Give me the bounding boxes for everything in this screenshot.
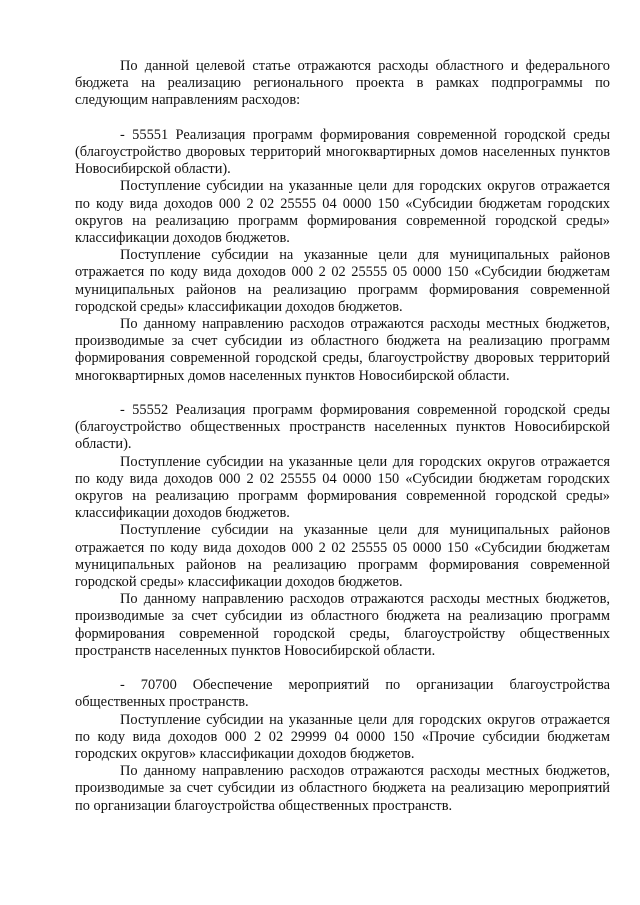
intro-paragraph: По данной целевой статье отражаются расходы областного и федерального бюджета на реализацию регионального проекта в рамках подпрограммы по следующим направлениям расходов: xyxy=(75,58,610,109)
section-55552-paragraph-2: Поступление субсидии на указанные цели для муниципальных районов отражается по коду вида доходов 000 2 02 25555 05 0000 150 «Субсидии бюджетам муниципальных районов на реализацию программ формирования современной городской среды» классификации доходов бюджетов. xyxy=(75,522,610,591)
spacer xyxy=(75,660,610,677)
document-page xyxy=(75,58,610,815)
section-55551-paragraph-2: Поступление субсидии на указанные цели для муниципальных районов отражается по коду вида доходов 000 2 02 25555 05 0000 150 «Субсидии бюджетам муниципальных районов на реализацию программ формирования современной городской среды» классификации доходов бюджетов. xyxy=(75,247,610,315)
section-70700-paragraph-2: По данному направлению расходов отражаются расходы местных бюджетов, производимые за счет субсидии из областного бюджета на реализацию мероприятий по организации благоустройства общественных пространств. xyxy=(75,763,610,814)
spacer xyxy=(75,385,610,402)
section-70700-paragraph-1: Поступление субсидии на указанные цели для городских округов отражается по коду вида доходов 000 2 02 29999 04 0000 150 «Прочие субсидии бюджетам городских округов» классификации доходов бюджетов. xyxy=(75,711,610,763)
section-heading-70700: - 70700 Обеспечение мероприятий по организации благоустройства общественных пространств. xyxy=(75,677,610,711)
section-55552-paragraph-1: Поступление субсидии на указанные цели для городских округов отражается по коду вида доходов 000 2 02 25555 04 0000 150 «Субсидии бюджетам городских округов на реализацию программ формирования современной городской среды» классификации доходов бюджетов. xyxy=(75,453,610,522)
section-heading-55551: - 55551 Реализация программ формирования современной городской среды (благоустройство дворовых территорий многоквартирных домов населенных пунктов Новосибирской области). xyxy=(75,126,610,178)
section-55551-paragraph-1: Поступление субсидии на указанные цели для городских округов отражается по коду вида доходов 000 2 02 25555 04 0000 150 «Субсидии бюджетам городских округов на реализацию программ формирования современной городской среды» классификации доходов бюджетов. xyxy=(75,178,610,247)
spacer xyxy=(75,110,610,127)
section-55551-paragraph-3: По данному направлению расходов отражаются расходы местных бюджетов, производимые за счет субсидии из областного бюджета на реализацию программ формирования современной городской среды, благоустройству дворовых территорий многоквартирных домов населенных пунктов Новосибирской области. xyxy=(75,316,610,384)
section-heading-55552: - 55552 Реализация программ формирования современной городской среды (благоустройство общественных пространств населенных пунктов Новосибирской области). xyxy=(75,402,610,453)
section-55552-paragraph-3: По данному направлению расходов отражаются расходы местных бюджетов, производимые за счет субсидии из областного бюджета на реализацию программ формирования современной городской среды, благоустройству общественных пространств населенных пунктов Новосибирской области. xyxy=(75,591,610,659)
